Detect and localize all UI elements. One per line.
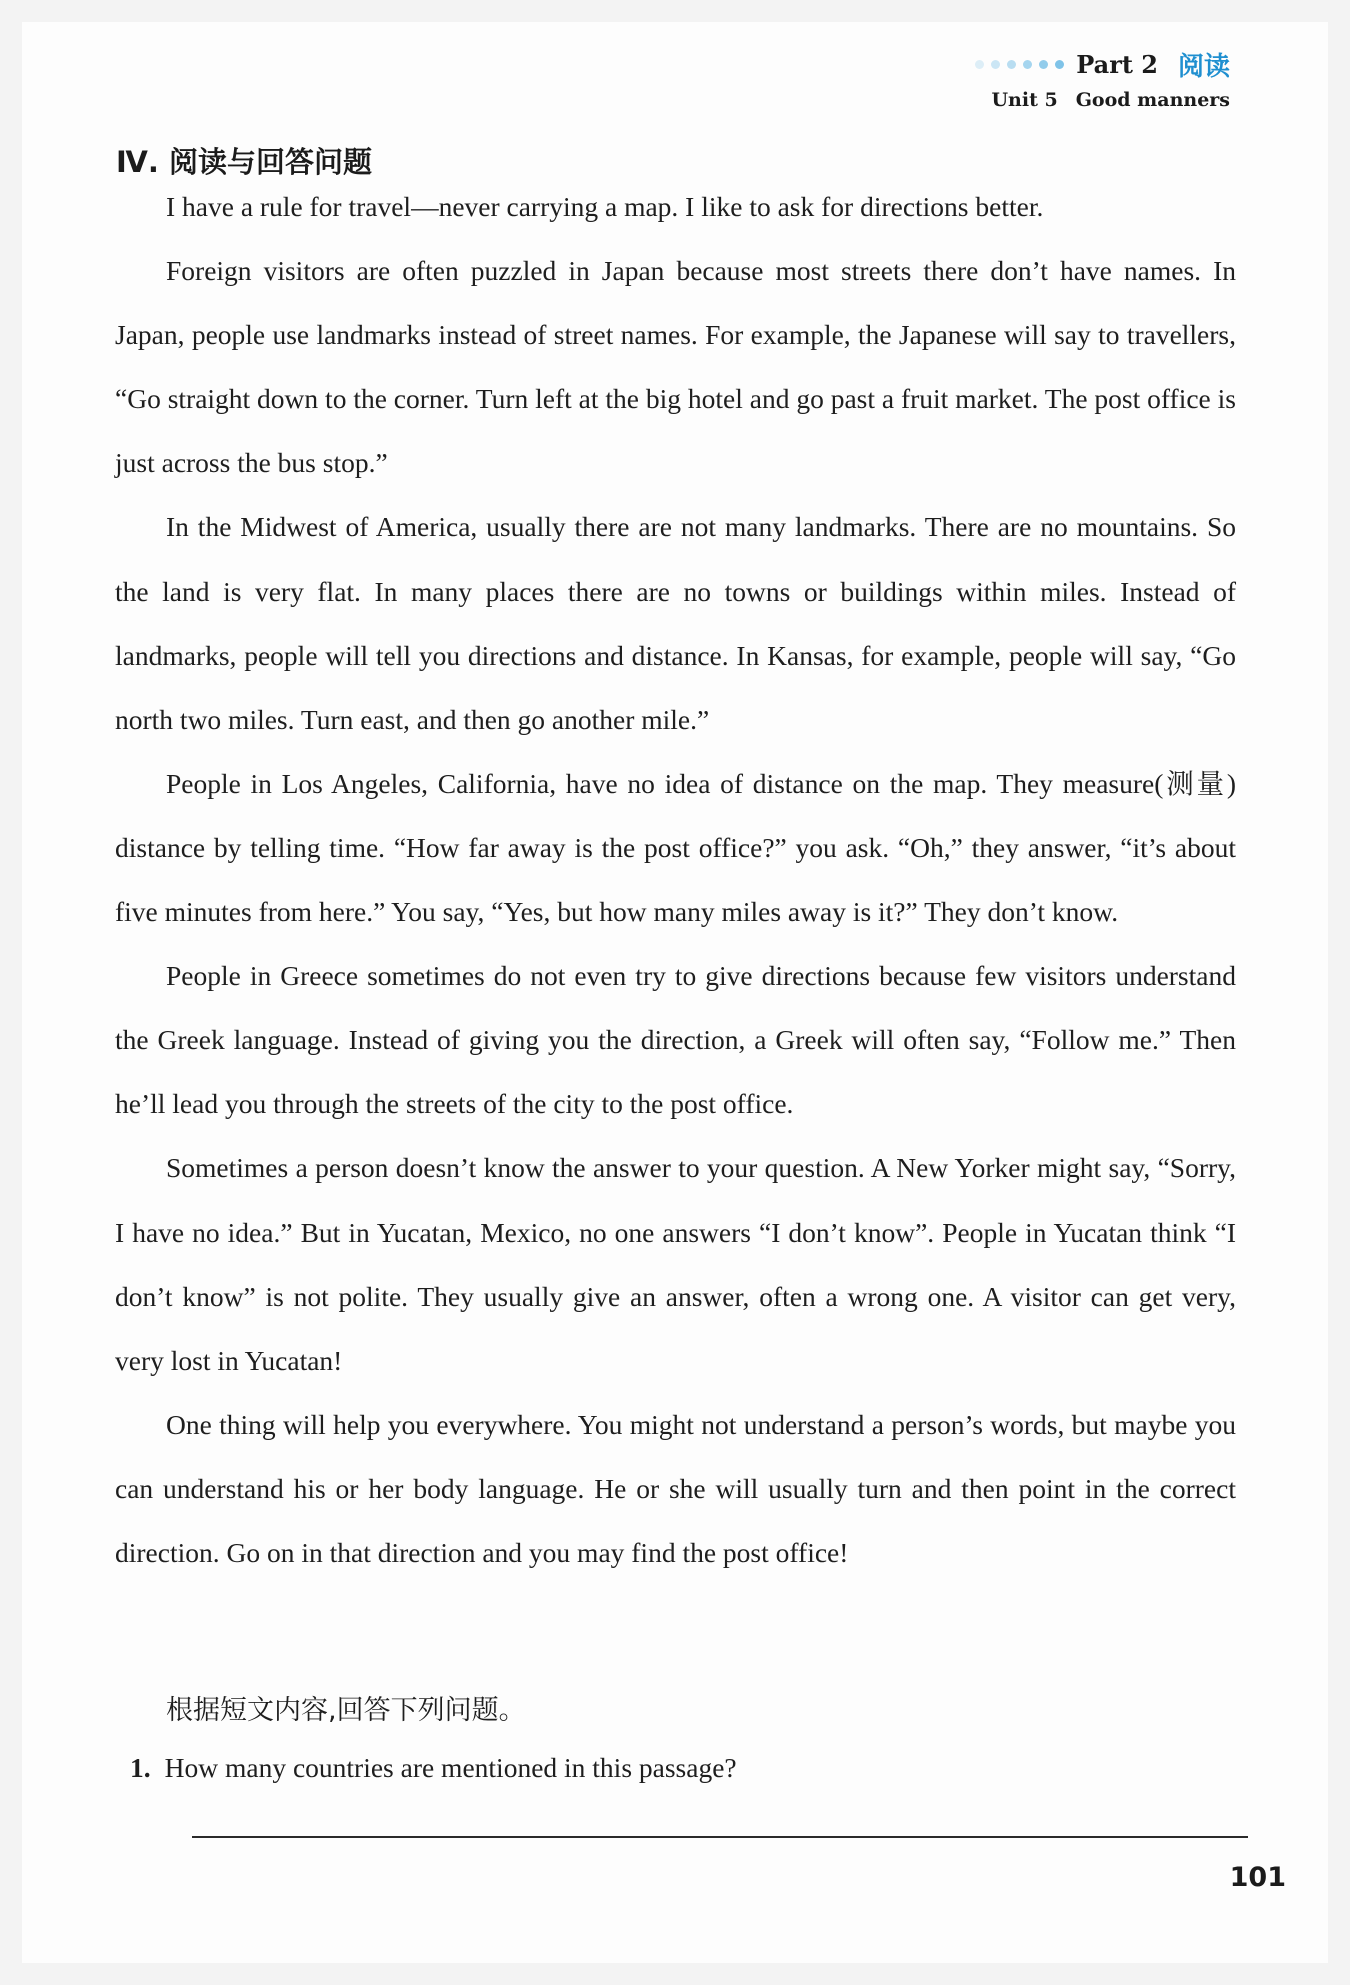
question-item bbox=[130, 1752, 737, 1784]
question-instruction: 根据短文内容,回答下列问题。 bbox=[166, 1695, 526, 1726]
unit-label: Unit 5 bbox=[991, 89, 1058, 111]
answer-line[interactable] bbox=[192, 1836, 1248, 1838]
question-text: How many countries are mentioned in this passage? bbox=[164, 1752, 737, 1783]
part-label: Part 2 bbox=[1076, 50, 1158, 79]
page-header bbox=[975, 46, 1230, 111]
passage-paragraph: Foreign visitors are often puzzled in Japan because most streets there don’t have names. In Japan, people use landmarks instead of street names. For example, the Japanese will say to travellers, “Go straight down to the corner. Turn left at the big hotel and go past a fruit market. The post office is just across the bus stop.” bbox=[115, 255, 1236, 479]
passage-paragraph: Sometimes a person doesn’t know the answer to your question. A New Yorker might say, “Sorry, I have no idea.” But in Yucatan, Mexico, no one answers “I don’t know”. People in Yucatan think “I don’t know” is not polite. They usually give an answer, often a wrong one. A visitor can get very, very lost in Yucatan! bbox=[115, 1152, 1236, 1376]
decorative-dots-icon bbox=[975, 60, 1064, 69]
unit-title: Good manners bbox=[1075, 89, 1230, 111]
passage-paragraph: I have a rule for travel—never carrying a map. I like to ask for directions better. bbox=[166, 191, 1044, 222]
part-title: 阅读 bbox=[1177, 52, 1230, 82]
passage-paragraph: People in Los Angeles, California, have no idea of distance on the map. They measure(测量) distance by telling time. “How far away is the post office?” you ask. “Oh,” they answer, “it’s about five minutes from here.” You say, “Yes, but how many miles away is it?” They don’t know. bbox=[115, 767, 1236, 928]
question-number: 1. bbox=[130, 1752, 151, 1783]
header-unit-row bbox=[975, 89, 1230, 111]
passage-paragraph: In the Midwest of America, usually there are not many landmarks. There are no mountains. So the land is very flat. In many places there are no towns or buildings within miles. Instead of landmarks, people will tell you directions and distance. In Kansas, for example, people will say, “Go north two miles. Turn east, and then go another mile.” bbox=[115, 511, 1236, 735]
reading-passage bbox=[115, 175, 1236, 1585]
passage-paragraph: People in Greece sometimes do not even try to give directions because few visitors understand the Greek language. Instead of giving you the direction, a Greek will often say, “Follow me.” Then he’ll lead you through the streets of the city to the post office. bbox=[115, 960, 1236, 1120]
page bbox=[22, 22, 1328, 1963]
section-title: Ⅳ. 阅读与回答问题 bbox=[116, 145, 372, 179]
page-number: 101 bbox=[1229, 1862, 1286, 1893]
passage-paragraph: One thing will help you everywhere. You might not understand a person’s words, but maybe you can understand his or her body language. He or she will usually turn and then point in the correct direction. Go on in that direction and you may find the post office! bbox=[115, 1408, 1236, 1568]
header-part-row bbox=[975, 46, 1230, 83]
